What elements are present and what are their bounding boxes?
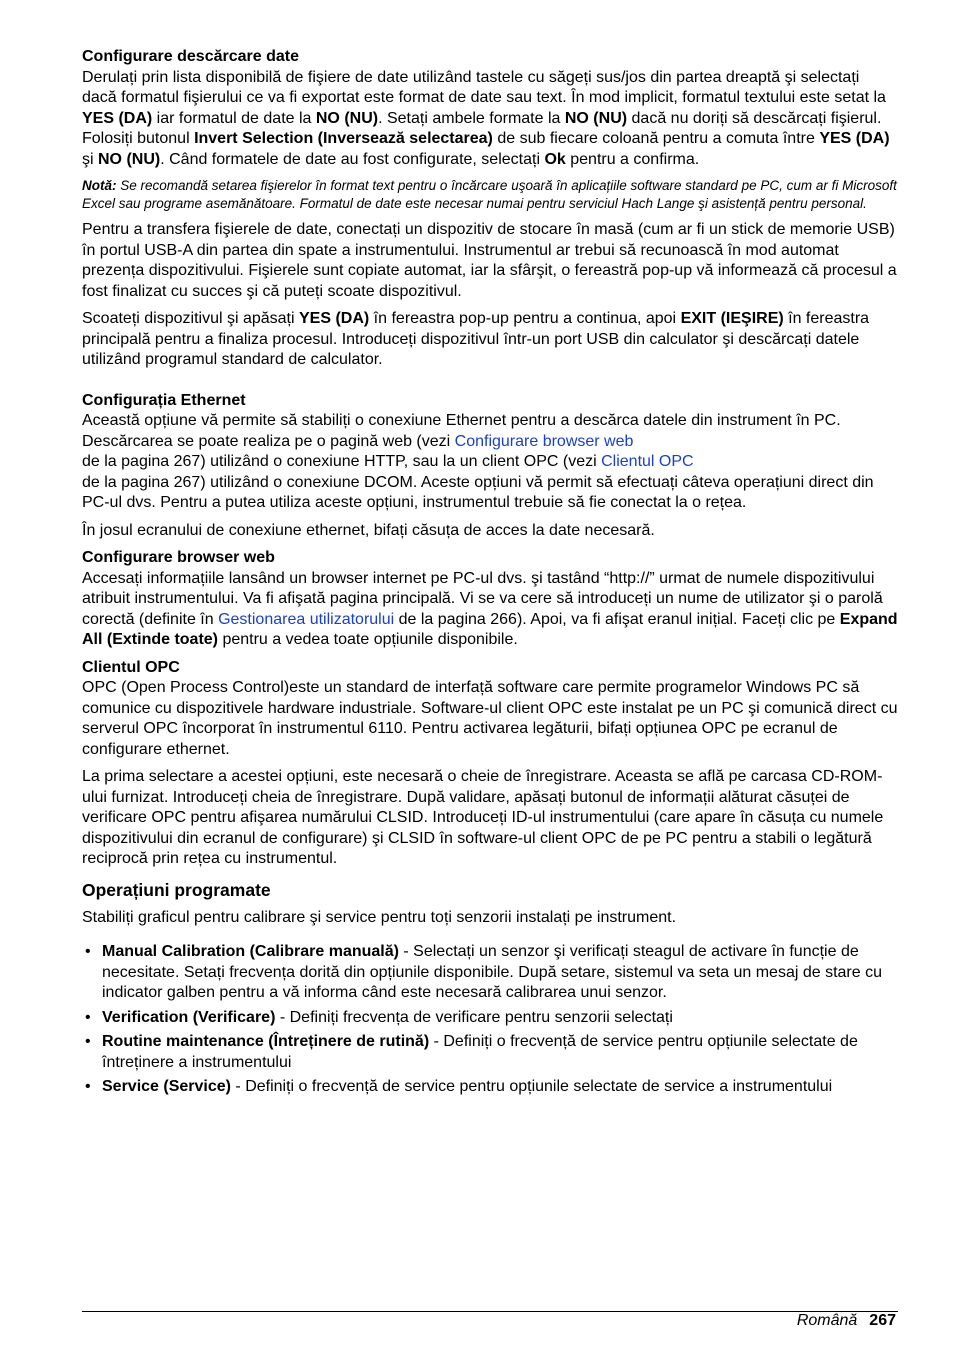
heading-ethernet: Configurația Ethernet	[82, 391, 246, 409]
list-item: • Service (Service) - Definiți o frecvență de service pentru opțiunile selectate de service a instrumentului	[85, 1078, 833, 1095]
link-browser-web[interactable]: Configurare browser web	[454, 432, 634, 450]
heading-scheduled-operations: Operațiuni programate	[82, 879, 271, 900]
paragraph-opc-1: OPC (Open Process Control)este un standard de interfață software care permite programelor Windows PC să comunice cu dispozitivele hardware industriale. Software-ul client OPC este instalat pe un PC şi comunică direct cu serverul OPC încorporat în instrumentul 6110. Pentru activarea legăturii, bifați opțiunea OPC pe ecranul de configurare ethernet.	[82, 679, 898, 758]
scheduled-operations-list	[82, 942, 898, 1098]
list-item: • Routine maintenance (Întreținere de rutină) - Definiți o frecvență de service pentru opțiunile selectate de întreținere a instrumentului	[85, 1033, 858, 1071]
list-item: • Verification (Verificare) - Definiți frecvența de verificare pentru senzorii selectați	[85, 1008, 673, 1026]
link-user-management[interactable]: Gestionarea utilizatorului	[218, 610, 395, 628]
paragraph-opc-2: La prima selectare a acestei opțiuni, este necesară o cheie de înregistrare. Aceasta se află pe carcasa CD-ROM-ului furnizat. Introduceți cheia de înregistrare. După validare, apăsați butonul de informații alăturat căsuței de verificare OPC pentru afişarea numărului CLSID. Introduceți ID-ul instrumentului (care apare în căsuța cu numele dispozitivului din ecranul de configurare) şi CLSID în software-ul client OPC de pe PC pentru a stabili o legătură reciprocă prin rețea cu instrumentul.	[82, 768, 884, 867]
note-label: Notă:	[82, 178, 117, 193]
link-client-opc[interactable]: Clientul OPC	[601, 453, 694, 470]
page-footer	[797, 1311, 896, 1331]
heading-opc-client: Clientul OPC	[82, 658, 180, 676]
list-item: • Manual Calibration (Calibrare manuală) - Selectați un senzor şi verificați steagul de activare în funcție de necesitate. Setați frecvența dorită din opțiunile disponibile. După setare, sistemul va seta un mesaj de stare cu indicator galben pentru a vă informa când este necesară calibrarea unui senzor.	[85, 943, 882, 1001]
note: Notă: Se recomandă setarea fişierelor în format text pentru o încărcare uşoară în aplicațiile software standard pe PC, cum ar fi Microsoft Excel sau programe asemănătoare. Formatul de date este necesar numai pentru serviciul Hach Lange şi asistență pentru personal.	[82, 178, 897, 211]
paragraph-ethernet: Această opțiune vă permite să stabiliți o conexiune Ethernet pentru a descărca datele din instrument în PC. Descărcarea se poate realiza pe o pagină web (vezi Configurare browser web de la pagina 267) utilizând o conexiune HTTP, sau la un client OPC (vezi Clientul OPC de la pagina 267) utilizând o conexiune DCOM. Aceste opțiuni vă permit să efectuați câteva operațiuni direct din PC-ul dvs. Pentru a putea utiliza aceste opțiuni, instrumentul trebuie să fie conectat la o rețea.	[82, 412, 874, 511]
paragraph-ethernet-checkbox: În josul ecranului de conexiune ethernet, bifați căsuța de acces la date necesară.	[82, 521, 655, 539]
paragraph-remove-device: Scoateți dispozitivul şi apăsați YES (DA) în fereastra pop-up pentru a continua, apoi EXIT (IEŞIRE) în fereastra principală pentru a finaliza procesul. Introduceți dispozitivul într-un port USB din calculator şi descărcați datele utilizând programul standard de calculator.	[82, 310, 870, 368]
page-number: 267	[869, 1312, 896, 1329]
paragraph-usb-transfer: Pentru a transfera fişierele de date, conectați un dispozitiv de stocare în masă (cum ar fi un stick de memorie USB) în portul USB-A din partea din spate a instrumentului. Instrumentul ar trebui să recunoască în mod automat prezența dispozitivului. Fişierele sunt copiate automat, iar la sfârşit, o fereastră pop-up vă informează că procesul a fost finalizat cu succes şi că puteți scoate dispozitivul.	[82, 221, 897, 300]
footer-language: Română	[796, 1312, 858, 1329]
paragraph-data-download: Derulați prin lista disponibilă de fişiere de date utilizând tastele cu săgeți sus/jos din partea dreaptă şi selectați dacă formatul fişierului ce va fi exportat este format de date sau text. În mod implicit, formatul textului este setat la YES (DA) iar formatul de date la NO (NU). Setați ambele formate la NO (NU) dacă nu doriți să descărcați fişierul. Folosiți butonul Invert Selection (Inversează selectarea) de sub fiecare coloană pentru a comuta între YES (DA) şi NO (NU). Când formatele de date au fost configurate, selectați Ok pentru a confirma.	[82, 68, 890, 168]
page-content	[82, 47, 898, 1102]
paragraph-browser-web: Accesați informațiile lansând un browser internet pe PC-ul dvs. şi tastând “http://” urmat de numele dispozitivului atribuit instrumentului. Va fi afişată pagina principală. Vi se va cere să introduceți un nume de utilizator şi o parolă corectă (definite în Gestionarea utilizatorului de la pagina 266). Apoi, va fi afişat eranul inițial. Faceți clic pe Expand All (Extinde toate) pentru a vedea toate opțiunile disponibile.	[82, 569, 898, 648]
paragraph-scheduled: Stabiliți graficul pentru calibrare şi service pentru toți senzorii instalați pe instrument.	[82, 908, 677, 926]
heading-browser-web: Configurare browser web	[82, 549, 275, 566]
heading-data-download: Configurare descărcare date	[82, 48, 299, 65]
footer-divider	[82, 1311, 898, 1312]
